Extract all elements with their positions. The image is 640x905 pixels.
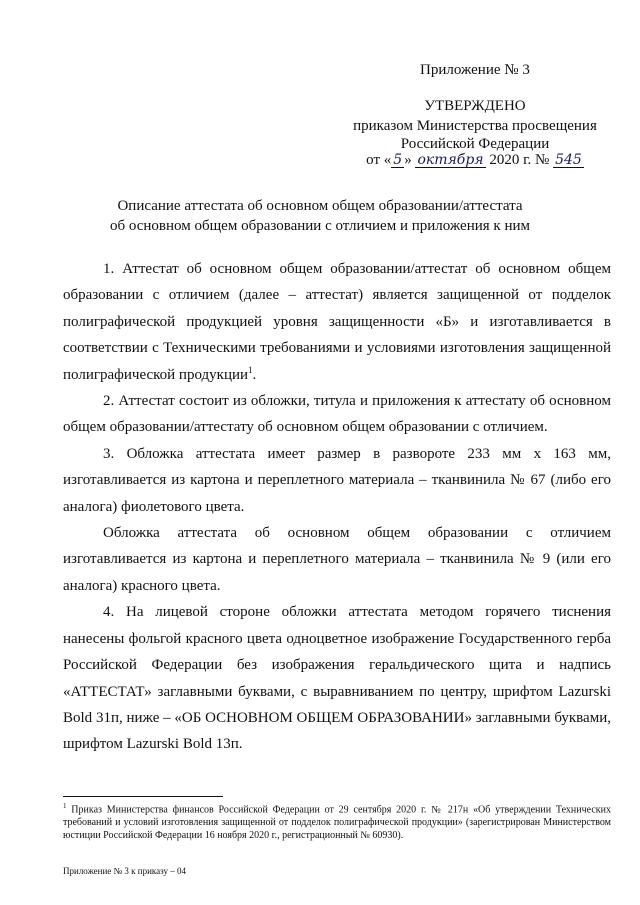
handwritten-day: 5 bbox=[393, 152, 403, 168]
paragraph-1 bbox=[63, 256, 611, 388]
footnote bbox=[63, 800, 611, 842]
title-line-2: об основном общем образовании с отличием и приложения к ним bbox=[109, 218, 531, 234]
document-title bbox=[60, 196, 580, 236]
handwritten-month: октября bbox=[417, 152, 484, 168]
paragraph-3: 3. Обложка аттестата имеет размер в развороте 233 мм х 163 мм, изготавливается из картона и переплетного материала – тканвинила № 67 (либо его аналога) фиолетового цвета. bbox=[63, 445, 611, 515]
paragraph-1-end: . bbox=[252, 366, 257, 383]
footnote-ref: 1 bbox=[248, 364, 253, 375]
paragraph-1-text: 1. Аттестат об основном общем образовании/аттестат об основном общем образовании с отличием (далее – аттестат) является защищенной от подделок полиграфической продукцией уровня защищенности «Б» и изготавливается в соответствии с Техническими требованиями и условиями изготовления защищенной полиграфической продукции bbox=[63, 261, 611, 383]
footnote-divider bbox=[63, 796, 223, 797]
footnote-mark: 1 bbox=[63, 802, 67, 810]
paragraph-4: 4. На лицевой стороне обложки аттестата методом горячего тиснения нанесены фольгой красного цвета одноцветное изображение Государственного герба Российской Федерации без изображения геральдического щита и надпись «АТТЕСТАТ» заглавными буквами, с выравниванием по центру, шрифтом Lazurski Bold 31п, ниже – «ОБ ОСНОВНОМ ОБЩЕМ ОБРАЗОВАНИИ» заглавными буквами, шрифтом Lazurski Bold 13п. bbox=[63, 604, 611, 753]
title-line-1: Описание аттестата об основном общем образовании/аттестата bbox=[117, 198, 523, 214]
paragraph-3-continued: Обложка аттестата об основном общем образовании с отличием изготавливается из картона и переплетного материала – тканвинила № 9 (или его аналога) красного цвета. bbox=[63, 525, 611, 594]
ministry-line: Российской Федерации bbox=[400, 136, 550, 152]
date-year: 2020 г. № bbox=[489, 152, 550, 168]
paragraph-2: 2. Аттестат состоит из обложки, титула и приложения к аттестату об основном общем образовании/аттестату об основном общем образовании с отличием. bbox=[63, 393, 611, 436]
order-date-line bbox=[340, 150, 610, 170]
order-line: приказом Министерства просвещения bbox=[353, 118, 597, 134]
date-prefix: от « bbox=[366, 152, 392, 168]
document-body bbox=[63, 256, 611, 758]
handwritten-order-number: 545 bbox=[555, 152, 582, 168]
appendix-label: Приложение № 3 bbox=[420, 62, 530, 78]
approved-heading: УТВЕРЖДЕНО bbox=[424, 98, 526, 114]
date-mid: » bbox=[404, 152, 412, 168]
footnote-text: Приказ Министерства финансов Российской Федерации от 29 сентября 2020 г. № 217н «Об утверждении Технических требований и условий изготовления защищенной от подделок полиграфической продукции» (зарегистрирован Министерством юстиции Российской Федерации 16 ноября 2020 г., регистрационный № 60930). bbox=[63, 804, 611, 842]
page-footer: Приложение № 3 к приказу – 04 bbox=[63, 866, 186, 876]
